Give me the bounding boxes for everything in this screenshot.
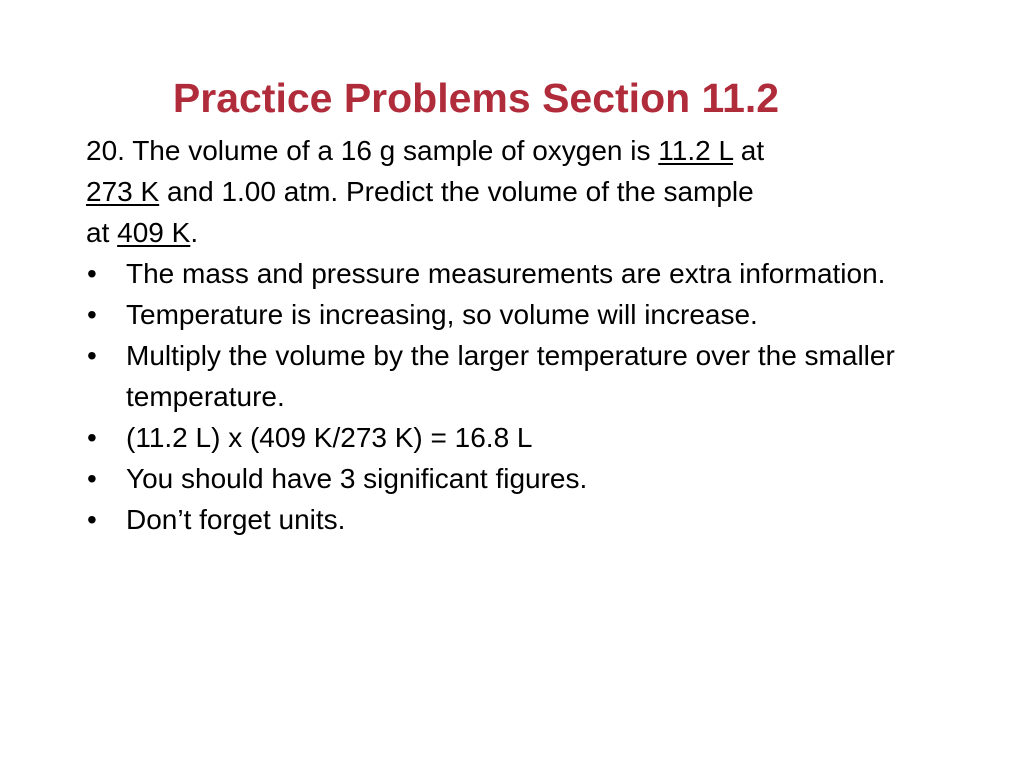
initial-temperature: 273 K bbox=[86, 176, 160, 207]
bullet-dot-icon: • bbox=[87, 258, 97, 289]
problem-text-5: . bbox=[190, 217, 199, 248]
bullet-dot-icon: • bbox=[87, 299, 97, 330]
bullet-item bbox=[86, 294, 966, 335]
bullet-item bbox=[86, 417, 966, 458]
bullet-text: Don’t forget units. bbox=[126, 504, 346, 535]
problem-text-1: 20. The volume of a 16 g sample of oxygen is bbox=[86, 135, 659, 166]
problem-text-3: and 1.00 atm. Predict the volume of the sample bbox=[159, 176, 754, 207]
final-temperature: 409 K bbox=[117, 217, 191, 248]
slide-body bbox=[86, 130, 966, 540]
bullet-text: You should have 3 significant figures. bbox=[126, 463, 588, 494]
bullet-text: (11.2 L) x (409 K/273 K) = 16.8 L bbox=[126, 422, 533, 453]
bullet-item bbox=[86, 335, 966, 417]
bullet-item bbox=[86, 253, 966, 294]
solution-bullet-list bbox=[86, 253, 966, 540]
bullet-dot-icon: • bbox=[87, 504, 97, 535]
bullet-item bbox=[86, 458, 966, 499]
bullet-text: Multiply the volume by the larger temperature over the smaller temperature. bbox=[126, 340, 895, 412]
problem-text-2: at bbox=[733, 135, 765, 166]
bullet-dot-icon: • bbox=[87, 340, 97, 371]
bullet-dot-icon: • bbox=[87, 422, 97, 453]
bullet-dot-icon: • bbox=[87, 463, 97, 494]
bullet-text: The mass and pressure measurements are extra information. bbox=[126, 258, 886, 289]
bullet-text: Temperature is increasing, so volume will increase. bbox=[126, 299, 758, 330]
given-volume: 11.2 L bbox=[658, 135, 733, 166]
problem-statement bbox=[86, 130, 966, 253]
slide-title: Practice Problems Section 11.2 bbox=[172, 75, 780, 121]
bullet-item bbox=[86, 499, 966, 540]
problem-text-4: at bbox=[86, 217, 118, 248]
